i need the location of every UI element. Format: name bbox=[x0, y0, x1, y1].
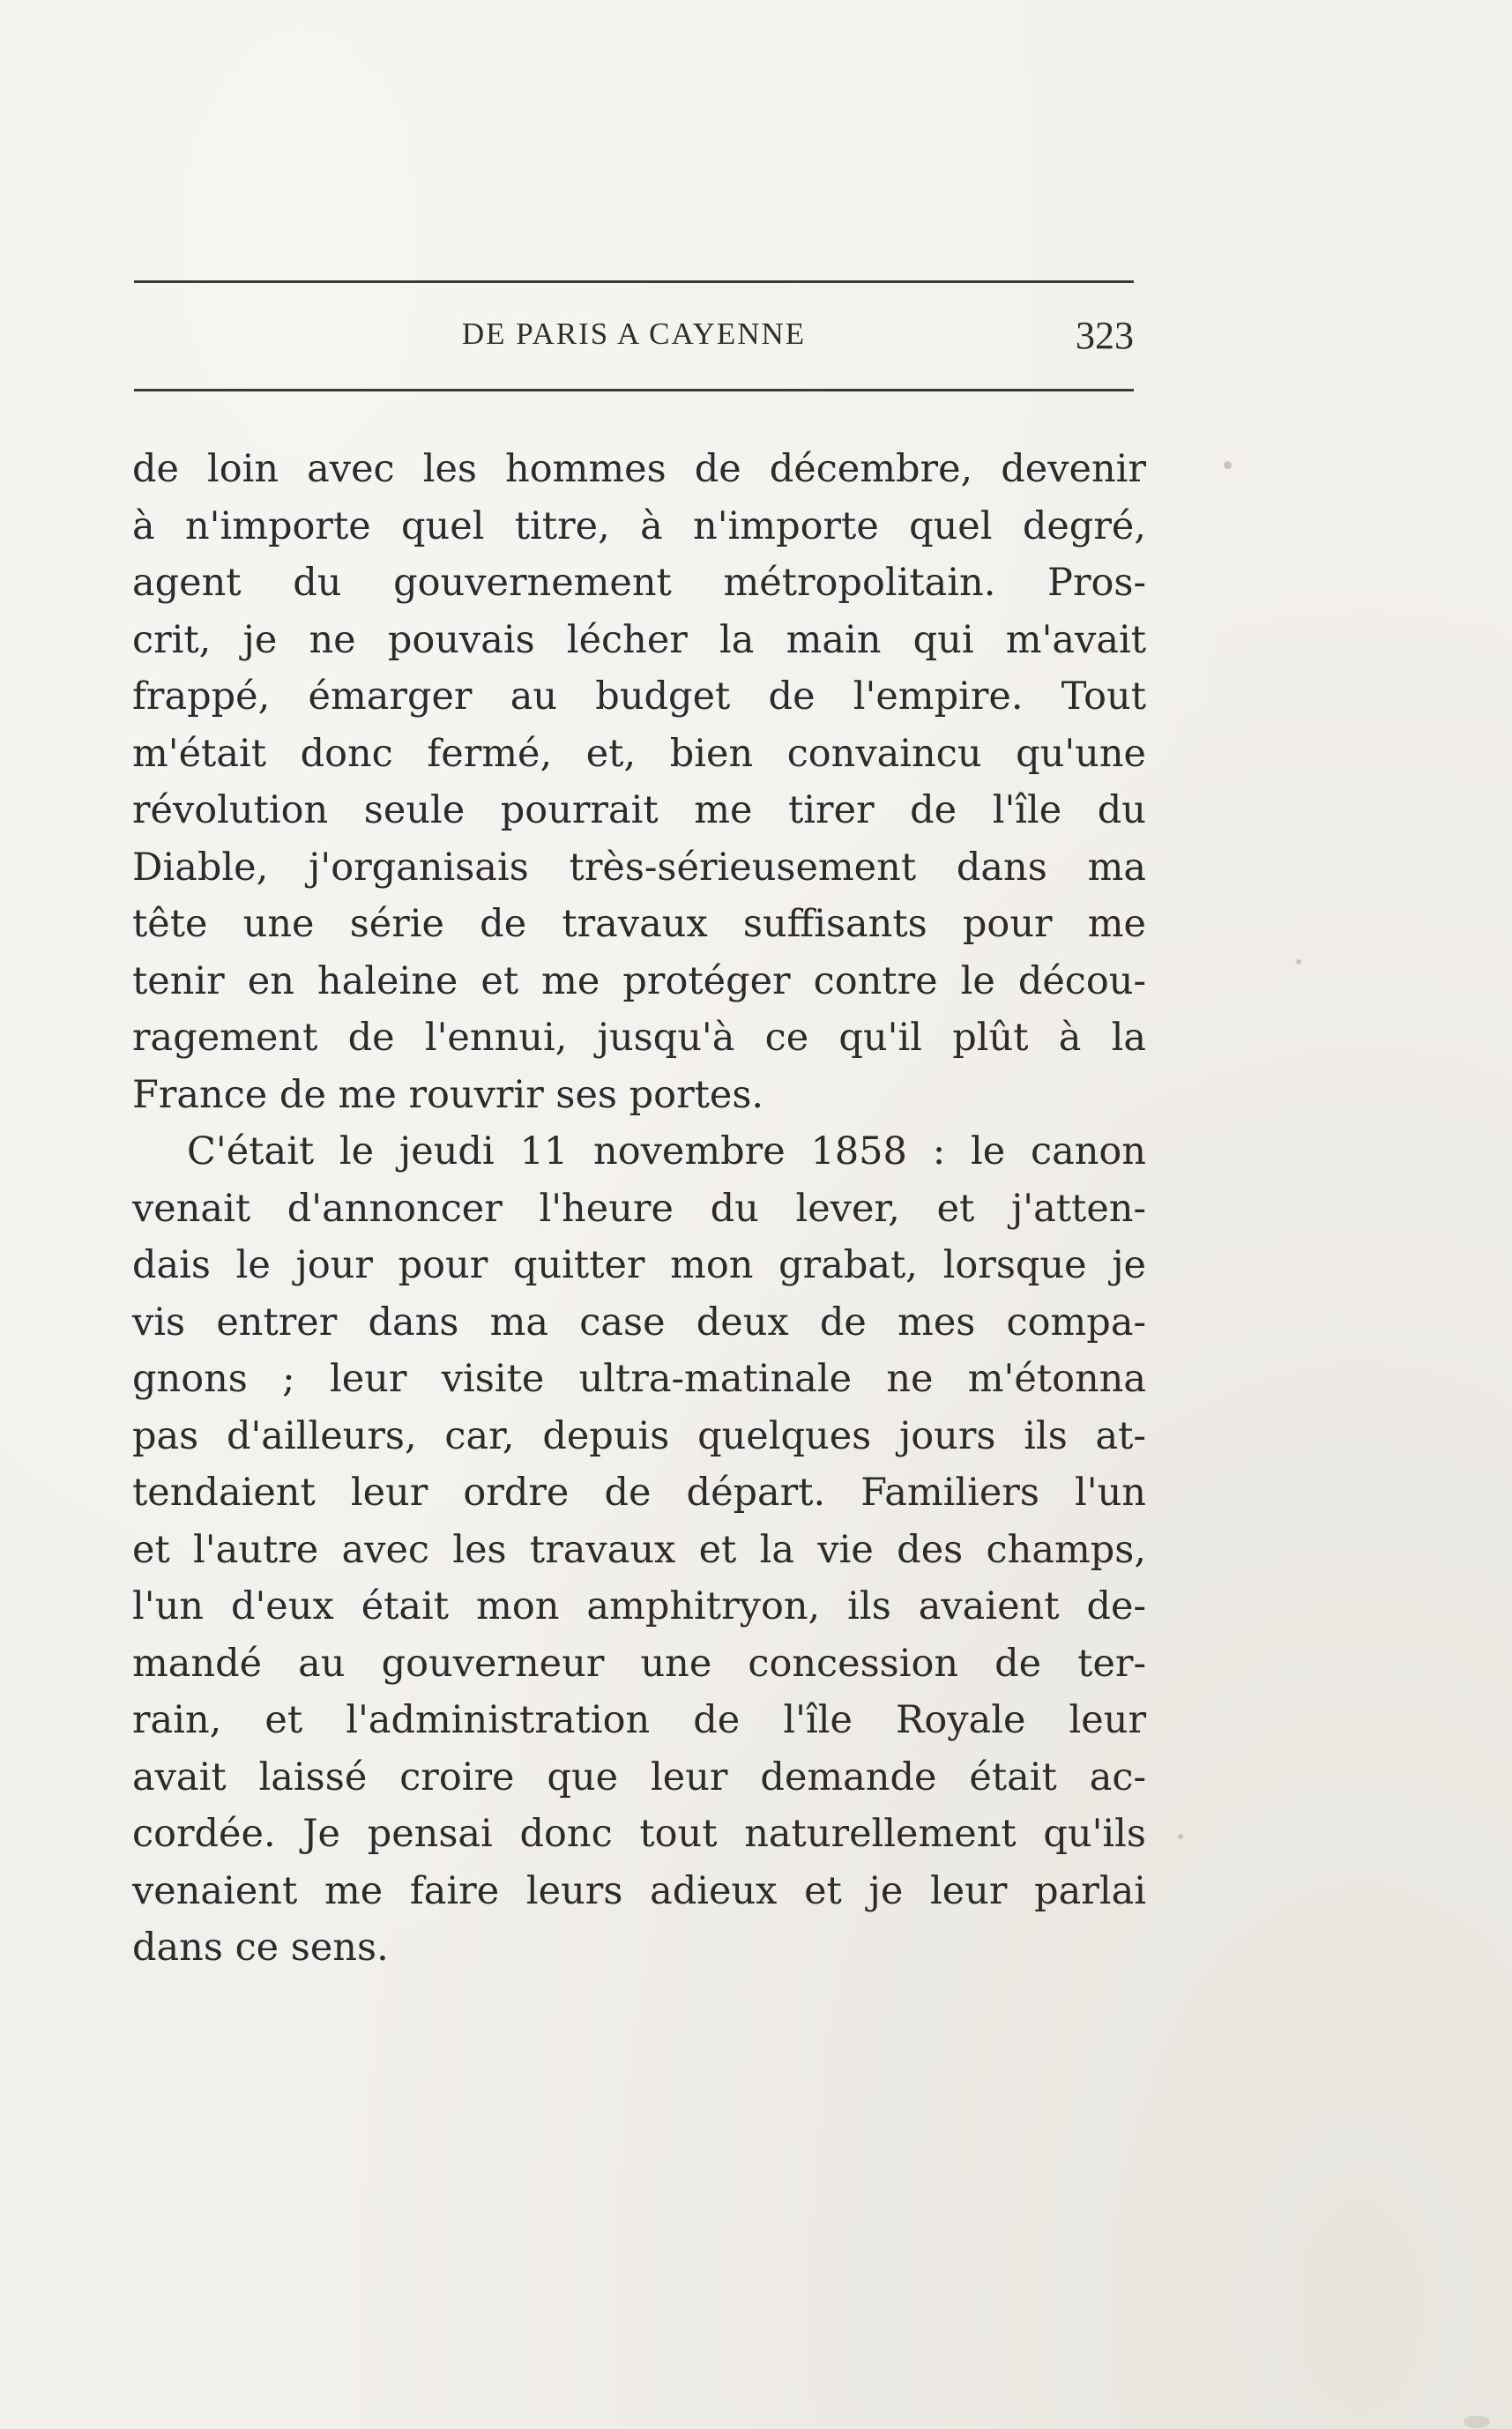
text-line: et l'autre avec les travaux et la vie des champs, bbox=[132, 1527, 1146, 1572]
text-line: tête une série de travaux suffisants pour me bbox=[132, 902, 1146, 946]
text-line: frappé, émarger au budget de l'empire. Tout bbox=[132, 674, 1146, 719]
text-line: tendaient leur ordre de départ. Familiers l'un bbox=[132, 1471, 1146, 1515]
paragraph-1 bbox=[132, 441, 1146, 1123]
paragraph-2 bbox=[132, 1123, 1146, 1977]
text-line: cordée. Je pensai donc tout naturellement qu'ils bbox=[132, 1812, 1146, 1856]
header-rule-bottom bbox=[134, 389, 1134, 391]
text-line: C'était le jeudi 11 novembre 1858 : le canon bbox=[187, 1129, 1146, 1174]
text-line: l'un d'eux était mon amphitryon, ils avaient de- bbox=[132, 1584, 1146, 1628]
text-line: France de me rouvrir ses portes. bbox=[132, 1072, 764, 1117]
text-line: à n'importe quel titre, à n'importe quel degré, bbox=[132, 503, 1146, 548]
text-line: venaient me faire leurs adieux et je leur parlai bbox=[132, 1868, 1146, 1913]
text-line: vis entrer dans ma case deux de mes compa- bbox=[132, 1300, 1146, 1345]
running-title: DE PARIS A CAYENNE bbox=[461, 317, 807, 351]
text-line: mandé au gouverneur une concession de ter- bbox=[132, 1641, 1146, 1686]
page-number: 323 bbox=[1076, 314, 1134, 357]
text-line: pas d'ailleurs, car, depuis quelques jours ils at- bbox=[132, 1413, 1146, 1458]
paper-speck bbox=[1178, 1834, 1183, 1839]
header-rule-top bbox=[134, 280, 1134, 283]
text-line: révolution seule pourrait me tirer de l'île du bbox=[132, 788, 1146, 832]
text-line: Diable, j'organisais très-sérieusement dans ma bbox=[132, 845, 1146, 890]
text-line: crit, je ne pouvais lécher la main qui m'avait bbox=[132, 617, 1146, 662]
text-line: tenir en haleine et me protéger contre le décou- bbox=[132, 958, 1146, 1003]
text-line: agent du gouvernement métropolitain. Pros- bbox=[132, 561, 1146, 605]
paper-speck bbox=[1224, 461, 1232, 469]
text-line: m'était donc fermé, et, bien convaincu qu'une bbox=[132, 731, 1146, 776]
text-line: ragement de l'ennui, jusqu'à ce qu'il plût à la bbox=[132, 1016, 1146, 1060]
paper-speck bbox=[1296, 959, 1301, 965]
text-line: rain, et l'administration de l'île Royale leur bbox=[132, 1698, 1146, 1742]
text-line: de loin avec les hommes de décembre, devenir bbox=[132, 447, 1146, 491]
text-line: avait laissé croire que leur demande était ac- bbox=[132, 1755, 1146, 1799]
body-text bbox=[132, 441, 1146, 1977]
running-head bbox=[134, 313, 1134, 357]
text-line: venait d'annoncer l'heure du lever, et j'atten- bbox=[132, 1186, 1146, 1231]
paper-speck bbox=[1464, 2416, 1490, 2428]
text-line: dans ce sens. bbox=[132, 1926, 389, 1970]
text-line: gnons ; leur visite ultra-matinale ne m'étonna bbox=[132, 1357, 1146, 1401]
text-line: dais le jour pour quitter mon grabat, lorsque je bbox=[132, 1243, 1146, 1287]
